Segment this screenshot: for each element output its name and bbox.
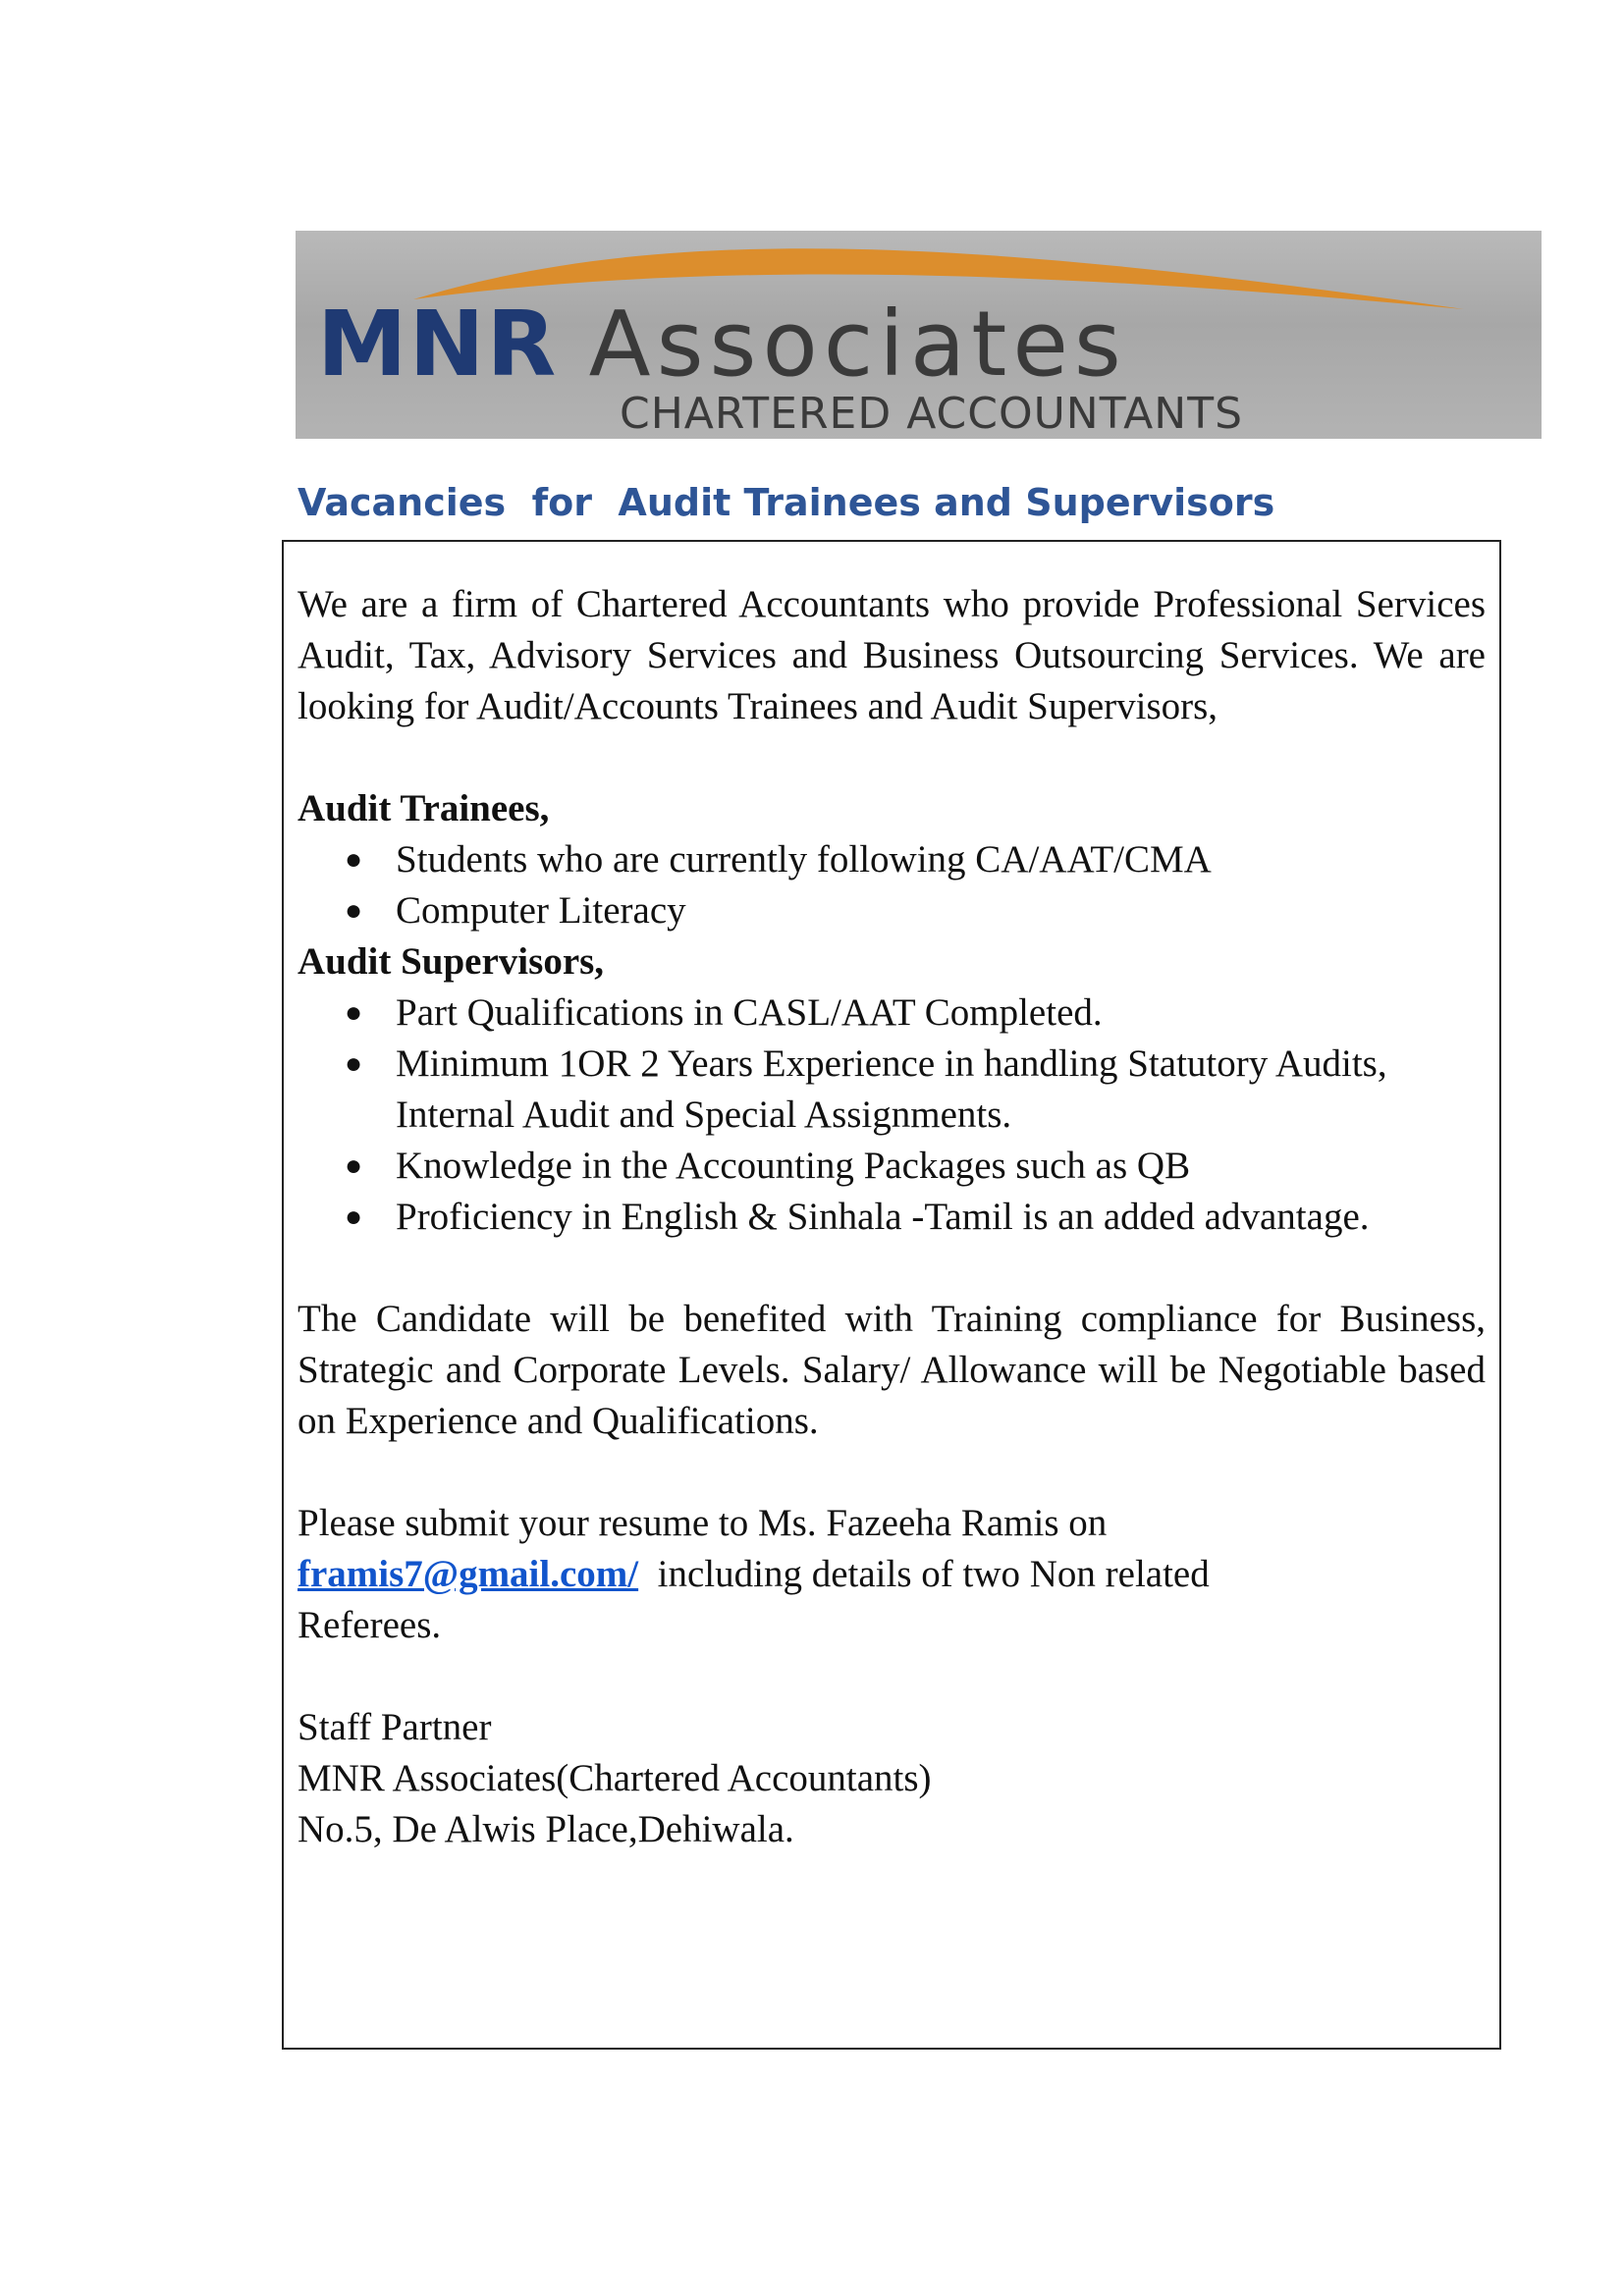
logo-subtitle: CHARTERED ACCOUNTANTS [620, 389, 1244, 439]
list-item: ● Knowledge in the Accounting Packages such as QB [396, 1141, 1486, 1192]
email-link[interactable]: framis7@gmail.com/ [298, 1553, 639, 1595]
list-item: ● Students who are currently following CA/AAT/CMA [396, 834, 1486, 885]
logo-associates: Associates [588, 292, 1127, 397]
company-logo-banner [296, 231, 1542, 439]
signature-role: Staff Partner [298, 1706, 492, 1748]
logo-mnr: MNR [317, 292, 559, 397]
bullet-icon: ● [345, 894, 363, 927]
submit-line-1: Please submit your resume to Ms. Fazeeha Ramis on [298, 1502, 1108, 1544]
intro-paragraph: We are a firm of Chartered Accountants who provide Professional Services Audit, Tax, Advisory Services and Business Outsourcing Services. We are looking for Audit/Accounts Trainees and Audit Supervisors, [298, 583, 1486, 727]
submit-line-2-text: including details of two Non related [638, 1553, 1210, 1595]
list-item: ● Computer Literacy [396, 885, 1486, 936]
trainees-list [298, 834, 1486, 936]
bullet-icon: ● [345, 996, 363, 1029]
logo-wordmark [317, 292, 1127, 397]
list-item: ● Minimum 1OR 2 Years Experience in handling Statutory Audits, Internal Audit and Special Assignments. [396, 1039, 1486, 1141]
bullet-icon: ● [345, 843, 363, 876]
supervisors-list [298, 988, 1486, 1243]
page-title: Vacancies for Audit Trainees and Supervisors [298, 481, 1275, 524]
list-item: ● Part Qualifications in CASL/AAT Completed. [396, 988, 1486, 1039]
list-item: ● Proficiency in English & Sinhala -Tamil is an added advantage. [396, 1192, 1486, 1243]
vacancy-content [298, 579, 1486, 1855]
supervisors-heading: Audit Supervisors, [298, 940, 605, 983]
bullet-icon: ● [345, 1149, 363, 1182]
submit-line-2 [298, 1549, 1486, 1600]
trainees-heading: Audit Trainees, [298, 787, 550, 829]
submit-line-3: Referees. [298, 1604, 442, 1646]
signature-firm: MNR Associates(Chartered Accountants) [298, 1757, 932, 1799]
bullet-icon: ● [345, 1047, 363, 1080]
bullet-icon: ● [345, 1201, 363, 1233]
benefits-paragraph: The Candidate will be benefited with Training compliance for Business, Strategic and Corporate Levels. Salary/ Allowance will be Negotiable based on Experience and Qualifications. [298, 1298, 1486, 1442]
signature-address: No.5, De Alwis Place,Dehiwala. [298, 1808, 794, 1850]
